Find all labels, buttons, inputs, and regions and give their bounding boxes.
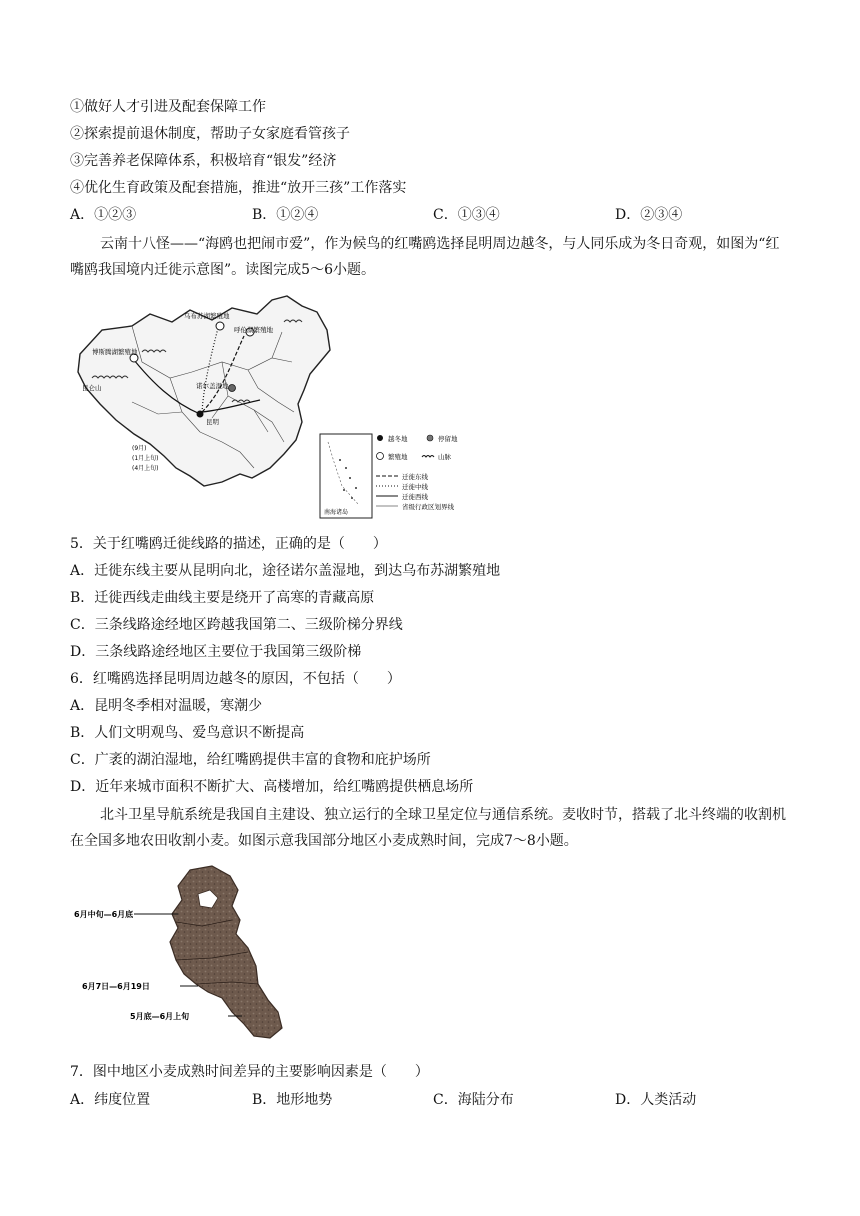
q4-option-d: D．②③④ [615,207,683,223]
label-breeding-ne2: 呼伦湖繁殖地 [234,326,273,334]
passage-beidou: 北斗卫星导航系统是我国自主建设、独立运行的全球卫星定位与通信系统。麦收时节，搭载了北斗终端的收割机在全国多地农田收割小麦。如图示意我国部分地区小麦成熟时间，完成7～8小题。 [70,807,786,849]
label-kunming: 昆明 [206,418,219,426]
label-wheat-2: 6月7日—6月19日 [82,982,150,991]
label-route-c: (4月上旬) [132,465,159,472]
q6-option-a: A．昆明冬季相对温暖，寒潮少 [70,698,263,714]
label-breeding-w: 博斯腾湖繁殖地 [92,348,138,356]
gull-migration-map [72,292,477,520]
q7-option-c: C．海陆分布 [433,1092,514,1108]
label-route-a: (9月) [132,445,147,452]
q5-option-b: B．迁徙西线走曲线主要是绕开了高寒的青藏高原 [70,590,375,606]
q4-option-a: A．①②③ [70,207,137,223]
label-wheat-1: 6月中旬—6月底 [74,910,134,919]
legend-west-route: 迁徙西线 [402,493,428,501]
label-inset: 南海诸岛 [324,509,349,516]
q7-option-b: B．地形地势 [252,1092,333,1108]
q5-option-c: C．三条线路途经地区跨越我国第二、三级阶梯分界线 [70,617,403,633]
label-wheat-3: 5月底—6月上旬 [130,1012,190,1021]
label-nuoergai: 诺尔盖湿地 [196,382,229,390]
measure-item-4: ④优化生育政策及配套措施，推进“放开三孩”工作落实 [70,180,407,196]
q7-stem: 7．图中地区小麦成熟时间差异的主要影响因素是（ ） [70,1064,429,1080]
label-route-b: (1月上旬) [132,455,159,462]
q5-option-a: A．迁徙东线主要从昆明向北，途径诺尔盖湿地，到达乌布苏湖繁殖地 [70,563,501,579]
legend-mountain: 山脉 [438,453,451,461]
q5-stem: 5．关于红嘴鸥迁徙线路的描述，正确的是（ ） [70,536,387,552]
q6-option-b: B．人们文明观鸟、爱鸟意识不断提高 [70,725,305,741]
legend-wintering: 越冬地 [388,435,408,443]
q4-option-b: B．①②④ [252,207,319,223]
label-breeding-ne: 乌布苏湖繁殖地 [184,312,230,320]
q5-option-d: D．三条线路途经地区主要位于我国第三级阶梯 [70,644,362,660]
q7-option-a: A．纬度位置 [70,1092,151,1108]
measure-item-2: ②探索提前退休制度，帮助子女家庭看管孩子 [70,126,350,142]
label-mountain-w: 昆仑山 [82,384,102,392]
legend-middle-route: 迁徙中线 [402,483,428,491]
q6-stem: 6．红嘴鸥选择昆明周边越冬的原因，不包括（ ） [70,671,401,687]
q4-option-c: C．①③④ [433,207,500,223]
q7-option-d: D．人类活动 [615,1092,697,1108]
q6-option-d: D．近年来城市面积不断扩大、高楼增加，给红嘴鸥提供栖息场所 [70,779,474,795]
legend-east-route: 迁徙东线 [402,473,428,481]
map-legend [376,434,458,511]
wheat-ripening-map [72,862,292,1052]
passage-gull: 云南十八怪——“海鸥也把闹市爱”，作为候鸟的红嘴鸥选择昆明周边越冬，与人同乐成为冬日奇观，如图为“红嘴鸥我国境内迁徙示意图”。读图完成5～6小题。 [70,236,780,278]
legend-stopover: 停留地 [438,435,458,443]
legend-boundary: 省级行政区划界线 [402,503,454,511]
legend-breeding: 繁殖地 [388,453,408,461]
q6-option-c: C．广袤的湖泊湿地，给红嘴鸥提供丰富的食物和庇护场所 [70,752,431,768]
measure-item-1: ①做好人才引进及配套保障工作 [70,99,266,115]
measure-item-3: ③完善养老保障体系，积极培育“银发”经济 [70,153,337,169]
